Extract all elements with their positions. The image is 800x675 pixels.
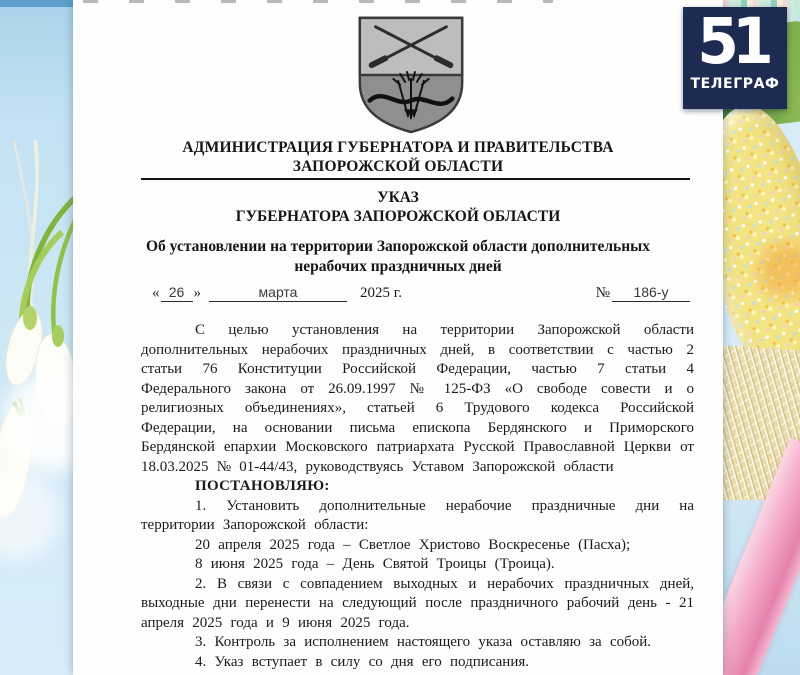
resolution-item-4: 4. Указ вступает в силу со дня его подписания. (195, 653, 529, 670)
number-sign: № (595, 285, 610, 301)
open-quote: « (152, 285, 160, 301)
scan-artifact-dashes (83, 0, 553, 3)
holiday-easter-line: 20 апреля 2025 года – Светлое Христово Воскресенье (Пасха); (195, 536, 631, 553)
close-quote: » (193, 285, 201, 301)
resolution-item-1: 1. Установить дополнительные нерабочие праздничные дни на территории Запорожской области: (141, 497, 694, 533)
document-body (141, 321, 694, 672)
doc-title-line1: Об установлении на территории Запорожской области дополнительных (146, 238, 650, 255)
telegraph-logo-glyph-icon: 51 (697, 4, 767, 80)
preamble-paragraph: С целью установления на территории Запорожской области дополнительных нерабочих праздничных дней, в соответствии с частью 2 статьи 76 Конституции Российской Федерации, частью 7 статьи 4 Федерального закона от 26.09.1997 № 125-ФЗ «О свободе совести и о религиозных объединениях», статьей 6 Трудового кодекса Российской Федерации, на основании письма епископа Бердянского и Приморского Бердянской епархии Московского патриархата Русской Православной Церкви от 18.03.2025 № 01-44/43, руководствуясь Уставом Запорожской области (141, 322, 694, 475)
coat-of-arms-icon (349, 12, 473, 136)
org-name-line2: ЗАПОРОЖСКОЙ ОБЛАСТИ (292, 157, 504, 175)
resolution-item-2: 2. В связи с совпадением выходных и нерабочих праздничных дней, выходные дни перенести на следующий после праздничного рабочий день - 21 апреля 2025 года и 9 июня 2025 года. (141, 575, 694, 631)
holiday-trinity-line: 8 июня 2025 года – День Святой Троицы (Троица). (195, 556, 555, 572)
doc-type-line1: УКАЗ (377, 189, 419, 206)
date-day-value: 26 (161, 284, 193, 302)
resolution-item-3: 3. Контроль за исполнением настоящего указа оставляю за собой. (195, 634, 652, 650)
date-and-number-row (141, 284, 690, 302)
org-name-line1: АДМИНИСТРАЦИЯ ГУБЕРНАТОРА И ПРАВИТЕЛЬСТВА (182, 139, 614, 156)
document-title (122, 237, 674, 277)
document-page (73, 0, 723, 675)
date-month-value: марта (209, 284, 347, 302)
issuing-authority-name (73, 139, 723, 176)
document-type-heading (73, 189, 723, 226)
doc-type-line2: ГУБЕРНАТОРА ЗАПОРОЖСКОЙ ОБЛАСТИ (235, 207, 561, 225)
telegraph-logo (683, 4, 787, 109)
date-year-label: 2025 г. (360, 285, 402, 301)
left-background-top-edge (0, 0, 80, 7)
header-divider-line (141, 178, 690, 180)
decree-number-value: 186-у (612, 284, 690, 302)
telegraph-logo-label: ТЕЛЕГРАФ (690, 76, 780, 92)
doc-title-line2: нерабочих праздничных дней (294, 258, 502, 275)
resolution-heading: ПОСТАНОВЛЯЮ: (195, 478, 330, 494)
